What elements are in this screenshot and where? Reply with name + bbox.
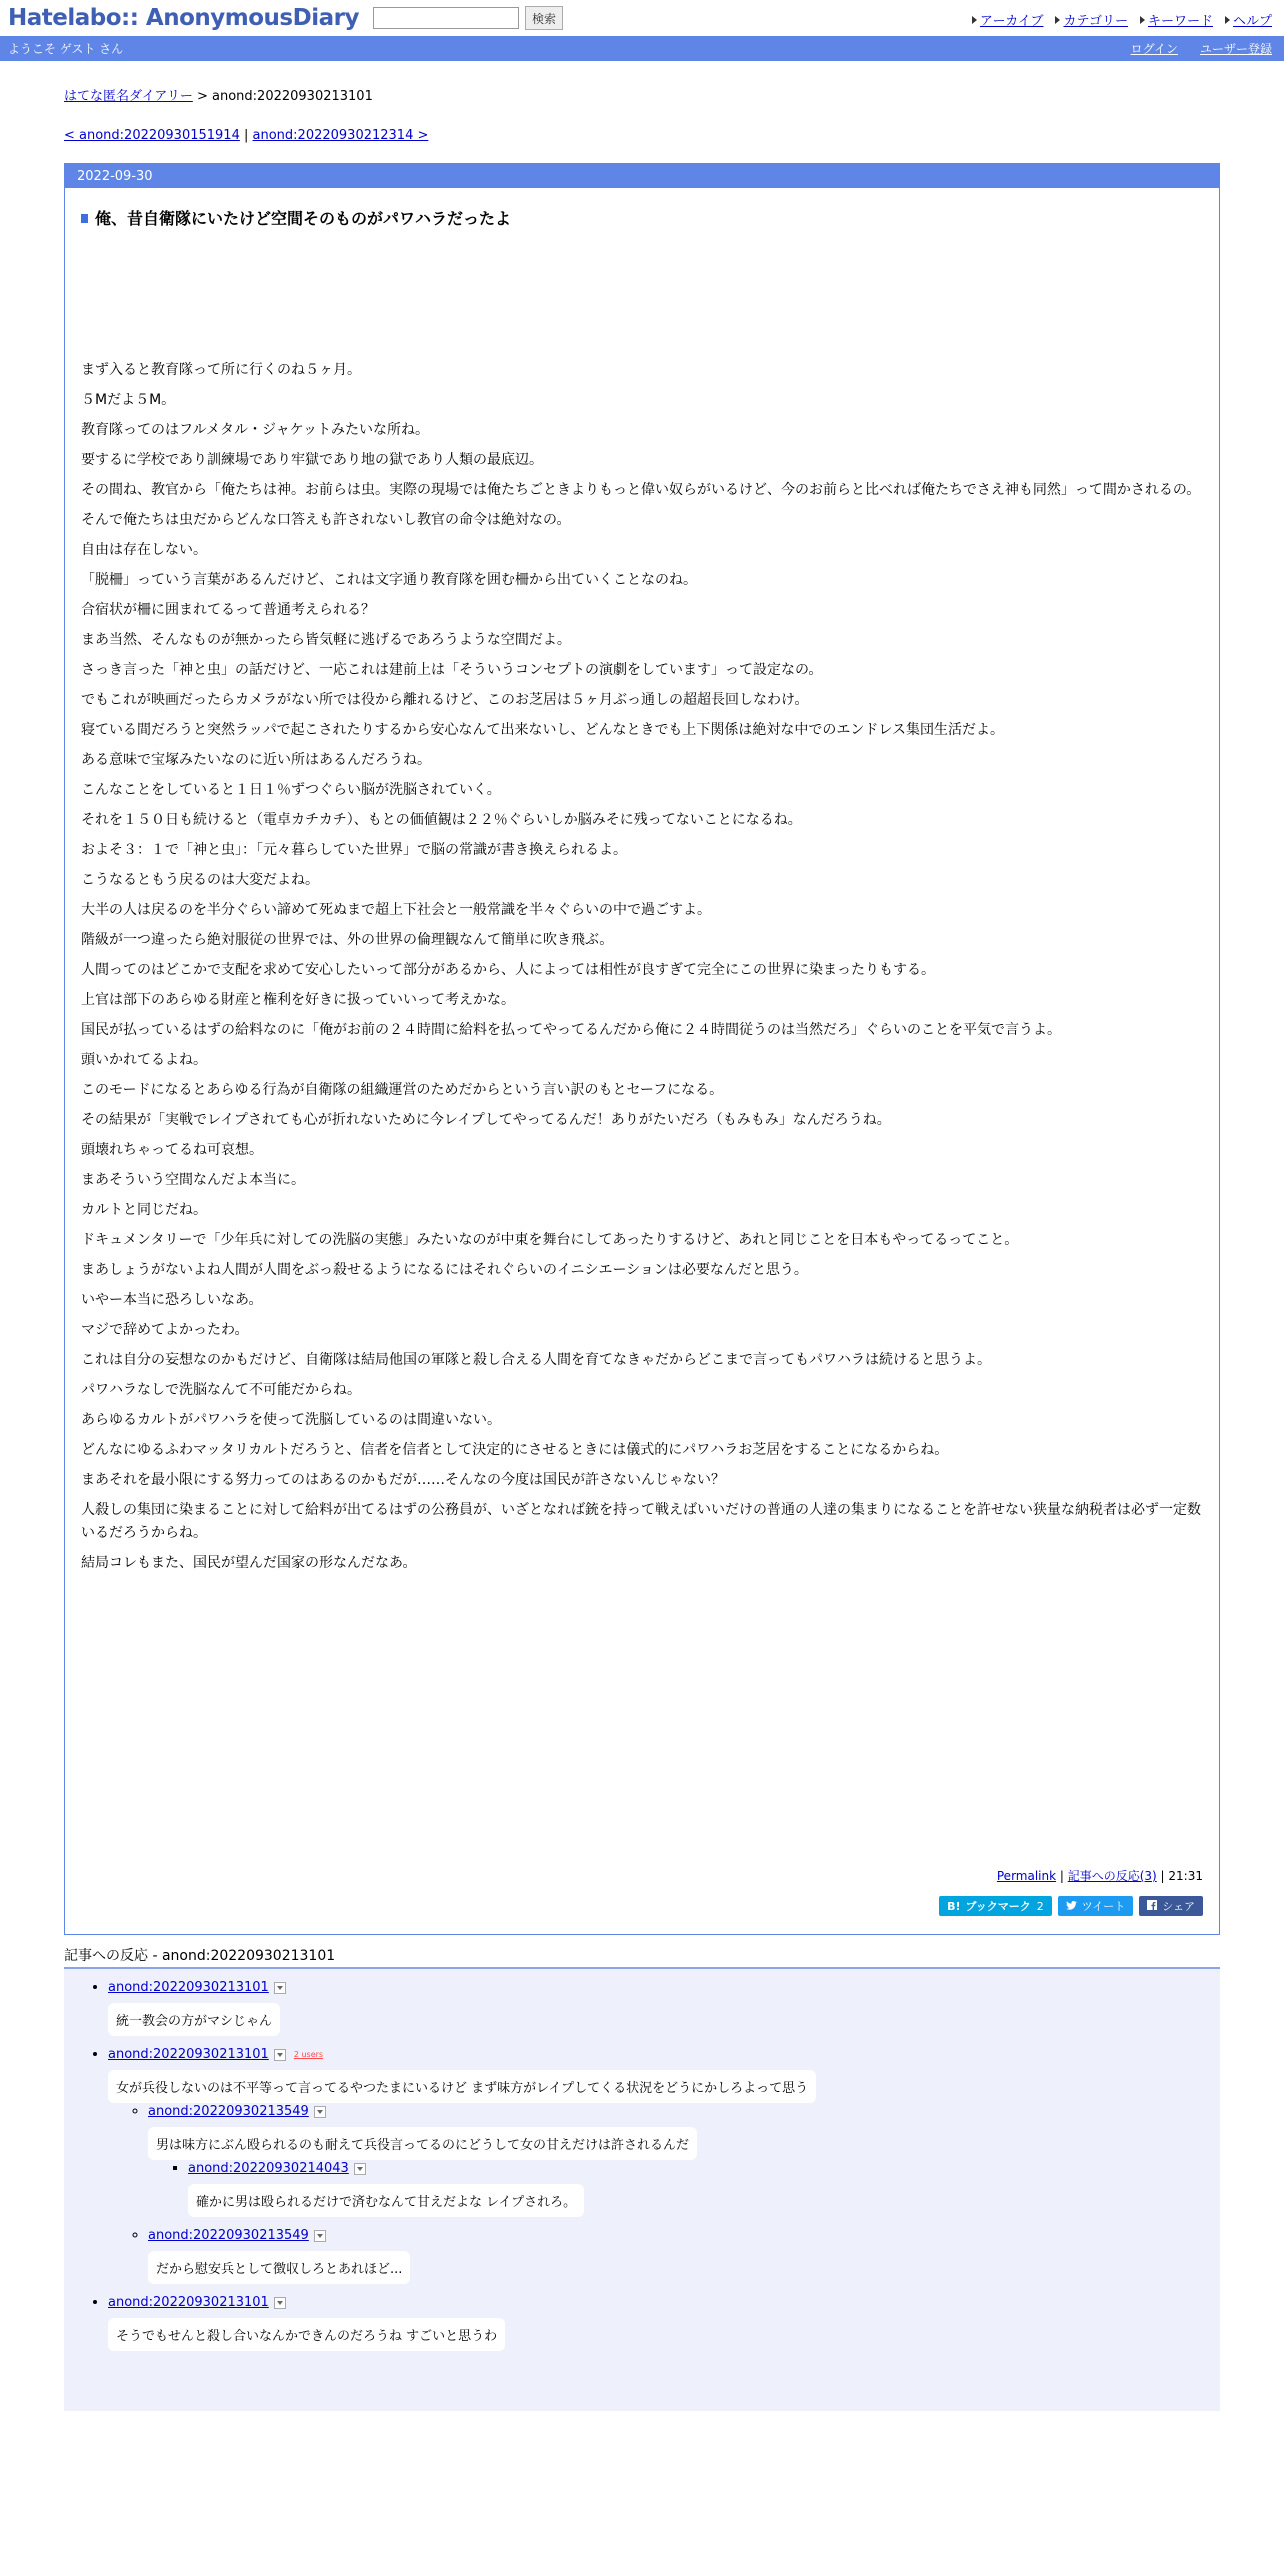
twitter-bird-icon	[1066, 1900, 1077, 1913]
facebook-icon	[1147, 1900, 1157, 1913]
entry-paragraph: まあ当然、そんなものが無かったら皆気軽に逃げるであろうような空間だよ。	[81, 632, 571, 648]
entry-paragraph: 人殺しの集団に染まることに対して給料が出てるはずの公務員が、いざとなれば銃を持って戦えばいいだけの普通の人達の集まりになることを許せない狭量な納税者は必ず一定数いるだろうからね。	[81, 1502, 1201, 1541]
entry-paragraph: でもこれが映画だったらカメラがない所では役から離れるけど、このお芝居は５ヶ月ぶっ通しの超超長回しなわけ。	[81, 692, 809, 708]
main-content	[64, 85, 1220, 2411]
entry-paragraph: こうなるともう戻るのは大変だよね。	[81, 872, 319, 888]
search-input[interactable]	[373, 7, 519, 29]
entry-paragraph: これは自分の妄想なのかもだけど、自衛隊は結局他国の軍隊と殺し合える人間を育てなきゃだからどこまで言ってもパワハラは続けると思うよ。	[81, 1352, 991, 1368]
reaction-header	[108, 1980, 1220, 1995]
reaction-link[interactable]: ◦ anond:20220930213549	[148, 2104, 309, 2119]
next-entry-link[interactable]: anond:20220930212314 >	[252, 128, 429, 143]
pager-sep: |	[239, 128, 253, 143]
entry-paragraph: 頭壊れちゃってるね可哀想。	[81, 1142, 263, 1158]
entry-paragraph: 大半の人は戻るのを半分ぐらい諦めて死ぬまで超上下社会と一般常識を半々ぐらいの中で過ごすよ。	[81, 902, 711, 918]
reaction-header	[148, 2228, 1220, 2243]
entry-paragraph: 頭いかれてるよね。	[81, 1052, 207, 1068]
breadcrumb	[64, 85, 1220, 104]
facebook-share-button[interactable]	[1139, 1896, 1203, 1916]
share-buttons	[65, 1884, 1219, 1934]
entry-time: 21:31	[1168, 1869, 1203, 1883]
entry-paragraph: このモードになるとあらゆる行為が自衛隊の組織運営のためだからという言い訳のもとセーフになる。	[81, 1082, 724, 1098]
entry-paragraph: ある意味で宝塚みたいなのに近い所はあるんだろうね。	[81, 752, 431, 768]
reaction-header	[108, 2047, 1220, 2062]
reaction-item	[108, 1979, 1220, 2036]
nav-category-link[interactable]: カテゴリー	[1063, 14, 1128, 29]
reaction-header	[108, 2295, 1220, 2310]
bookmark-users-badge[interactable]: 2 users	[293, 2050, 324, 2059]
breadcrumb-current: anond:20220930213101	[212, 89, 373, 104]
entry-paragraph: あらゆるカルトがパワハラを使って洗脳しているのは間違いない。	[81, 1412, 501, 1428]
reaction-link[interactable]: • anond:20220930213101	[108, 2047, 269, 2062]
entry-paragraph: ５Mだよ５M。	[81, 392, 176, 408]
arrow-icon	[1055, 16, 1060, 24]
entry-paragraph: どんなにゆるふわマッタリカルトだろうと、信者を信者として決定的にさせるときには儀式的にパワハラお芝居をすることになるからね。	[81, 1442, 949, 1458]
reaction-item	[148, 2227, 1220, 2284]
entry-paragraph: 教育隊ってのはフルメタル・ジャケットみたいな所ね。	[81, 422, 430, 438]
entry-paragraph: その間ね、教官から「俺たちは神。お前らは虫。実際の現場では俺たちごときよりもっと偉い奴らがいるけど、今のお前らと比べれば俺たちでさえ神も同然」って間かされるの。	[81, 482, 1201, 498]
nav-keyword-link[interactable]: キーワード	[1147, 14, 1213, 29]
dropdown-toggle-icon[interactable]	[274, 2297, 286, 2309]
user-bar	[0, 36, 1284, 61]
top-header	[0, 0, 1284, 36]
entry-paragraph: まあそれを最小限にする努力ってのはあるのかもだが……そんなの今度は国民が許さないんじゃない？	[81, 1472, 725, 1488]
entry-box	[64, 163, 1220, 1935]
square-icon[interactable]	[81, 214, 88, 223]
entry-paragraph: およそ３：１で「神と虫」：「元々暮らしていた世界」で脳の常識が書き換えられるよ。	[81, 842, 627, 858]
dropdown-toggle-icon[interactable]	[314, 2106, 326, 2118]
arrow-icon	[1140, 16, 1145, 24]
entry-paragraph: それを１５０日も続けると（電卓カチカチ）、もとの価値観は２２％ぐらいしか脳みそに残ってないことになるね。	[81, 812, 802, 828]
entry-title	[81, 206, 1203, 229]
entry-paragraph: ドキュメンタリーで「少年兵に対しての洗脳の実態」みたいなのが中東を舞台にしてあったりするけど、あれと同じことを日本もやってるってこと。	[81, 1232, 1019, 1248]
reaction-tree	[148, 2160, 1220, 2217]
reaction-link[interactable]: • anond:20220930213101	[108, 2295, 269, 2310]
entry-paragraph: さっき言った「神と虫」の話だけど、一応これは建前上は「そういうコンセプトの演劇をしています」って設定なの。	[81, 662, 823, 678]
footer-sep: |	[1056, 1869, 1068, 1883]
dropdown-toggle-icon[interactable]	[314, 2230, 326, 2242]
entry-paragraph: まあそういう空間なんだよ本当に。	[81, 1172, 305, 1188]
entry-paragraph: マジで辞めてよかったわ。	[81, 1322, 249, 1338]
welcome-text: ようこそ ゲスト さん	[8, 42, 124, 56]
hatena-bookmark-button[interactable]	[939, 1896, 1052, 1916]
reaction-link[interactable]: ◦ anond:20220930213549	[148, 2228, 309, 2243]
reaction-link[interactable]: ▪ anond:20220930214043	[188, 2161, 349, 2176]
login-link[interactable]: ログイン	[1130, 42, 1178, 56]
entry-paragraph: 寝ている間だろうと突然ラッパで起こされたりするから安心なんて出来ないし、どんなときでも上下関係は絶対な中でのエンドレス集団生活だよ。	[81, 722, 1005, 738]
entry-paragraph: パワハラなしで洗脳なんて不可能だからね。	[81, 1382, 361, 1398]
entry-paragraph: 上官は部下のあらゆる財産と権利を好きに扱っていいって考えかな。	[81, 992, 515, 1008]
pager	[64, 128, 1220, 143]
entry-paragraph: 国民が払っているはずの給料なのに「俺がお前の２４時間に給料を払ってやってるんだから俺に２４時間従うのは当然だろ」ぐらいのことを平気で言うよ。	[81, 1022, 1061, 1038]
dropdown-toggle-icon[interactable]	[354, 2163, 366, 2175]
reaction-excerpt: だから慰安兵として徴収しろとあれほど...	[148, 2251, 410, 2284]
entry-paragraph: こんなことをしていると１日１％ずつぐらい脳が洗脳されていく。	[81, 782, 501, 798]
facebook-share-label: シェア	[1162, 1900, 1195, 1913]
arrow-icon	[972, 16, 977, 24]
entry-paragraph: 自由は存在しない。	[81, 542, 207, 558]
dropdown-toggle-icon[interactable]	[274, 2049, 286, 2061]
reaction-header	[148, 2104, 1220, 2119]
entry-date: 2022-09-30	[65, 164, 1219, 188]
reaction-excerpt: そうでもせんと殺し合いなんかできんのだろうね すごいと思うわ	[108, 2318, 505, 2351]
arrow-icon	[1225, 16, 1230, 24]
tweet-label: ツイート	[1081, 1900, 1126, 1913]
reactions-heading: 記事への反応 - anond:20220930213101	[64, 1945, 1220, 1969]
hatena-bookmark-icon: B!	[947, 1899, 961, 1913]
entry-paragraph: 結局コレもまた、国民が望んだ国家の形なんだなあ。	[81, 1555, 417, 1571]
tweet-button[interactable]	[1058, 1896, 1133, 1916]
reaction-tree	[64, 1979, 1220, 2351]
reaction-item	[188, 2160, 1220, 2217]
reaction-excerpt: 女が兵役しないのは不平等って言ってるやつたまにいるけど まず味方がレイプしてくる状況をどうにかしろよって思う	[108, 2070, 816, 2103]
nav-category[interactable]	[1055, 10, 1127, 29]
nav-archive[interactable]	[972, 10, 1044, 29]
prev-entry-link[interactable]: < anond:20220930151914	[64, 128, 240, 143]
footer-sep: |	[1156, 1869, 1169, 1883]
nav-help[interactable]	[1225, 10, 1272, 29]
register-link[interactable]: ユーザー登録	[1199, 42, 1272, 56]
reaction-excerpt: 確かに男は殴られるだけで済むなんて甘えだよな レイプされろ。	[188, 2184, 584, 2217]
top-nav	[972, 10, 1272, 29]
reaction-link[interactable]: • anond:20220930213101	[108, 1980, 269, 1995]
reaction-item	[148, 2103, 1220, 2217]
entry-footer	[65, 1867, 1219, 1884]
reaction-tree	[108, 2103, 1220, 2284]
entry-paragraph: 「脱柵」っていう言葉があるんだけど、これは文字通り教育隊を囲む柵から出ていくことなのね。	[81, 572, 697, 588]
entry-paragraph: そんで俺たちは虫だからどんな口答えも許されないし教官の命令は絶対なの。	[81, 512, 571, 528]
bookmark-count: 2	[1036, 1899, 1044, 1913]
hatena-bookmark-label: ブックマーク	[965, 1900, 1031, 1913]
breadcrumb-home[interactable]: はてな匿名ダイアリー	[64, 89, 193, 104]
reactions-link[interactable]: 記事への反応(3)	[1067, 1869, 1157, 1883]
entry-paragraph: 階級が一つ違ったら絶対服従の世界では、外の世界の倫理観なんて簡単に吹き飛ぶ。	[81, 932, 614, 948]
reaction-excerpt: 統一教会の方がマシじゃん	[108, 2003, 280, 2036]
entry-paragraph: 合宿状が柵に囲まれてるって普通考えられる？	[81, 602, 375, 618]
nav-help-link[interactable]: ヘルプ	[1232, 14, 1272, 29]
permalink-link[interactable]: Permalink	[996, 1869, 1057, 1883]
entry-paragraph: まあしょうがないよね人間が人間をぶっ殺せるようになるにはそれぐらいのイニシエーションは必要なんだと思う。	[81, 1262, 808, 1278]
reaction-header	[188, 2161, 1220, 2176]
reaction-item	[108, 2294, 1220, 2351]
reaction-excerpt: 男は味方にぶん殴られるのも耐えて兵役言ってるのにどうして女の甘えだけは許されるんだ	[148, 2127, 697, 2160]
entry-body	[81, 359, 1203, 1575]
breadcrumb-sep: >	[192, 89, 213, 104]
user-links	[1131, 40, 1272, 57]
entry-paragraph: いやー本当に恐ろしいなあ。	[81, 1292, 263, 1308]
entry-paragraph: その結果が「実戦でレイプされても心が折れないために今レイプしてやってるんだ！ありがたいだろ（もみもみ」なんだろうね。	[81, 1112, 891, 1128]
nav-keyword[interactable]	[1140, 10, 1213, 29]
entry-paragraph: カルトと同じだね。	[81, 1202, 207, 1218]
search-button[interactable]: 検索	[525, 6, 563, 30]
reaction-item	[108, 2046, 1220, 2284]
entry-title-text: 俺、昔自衛隊にいたけど空間そのものがパワハラだったよ	[95, 209, 512, 228]
entry-paragraph: 要するに学校であり訓練場であり牢獄であり地の獄であり人類の最底辺。	[81, 452, 543, 468]
entry-paragraph: まず入ると教育隊って所に行くのね５ヶ月。	[81, 362, 361, 378]
reactions-list	[64, 1969, 1220, 2411]
entry-paragraph: 人間ってのはどこかで支配を求めて安心したいって部分があるから、人によっては相性が良すぎて完全にこの世界に染まったりもする。	[81, 962, 935, 978]
dropdown-toggle-icon[interactable]	[274, 1982, 286, 1994]
site-logo[interactable]: Hatelabo:: AnonymousDiary	[8, 5, 359, 31]
nav-archive-link[interactable]: アーカイブ	[979, 14, 1044, 29]
